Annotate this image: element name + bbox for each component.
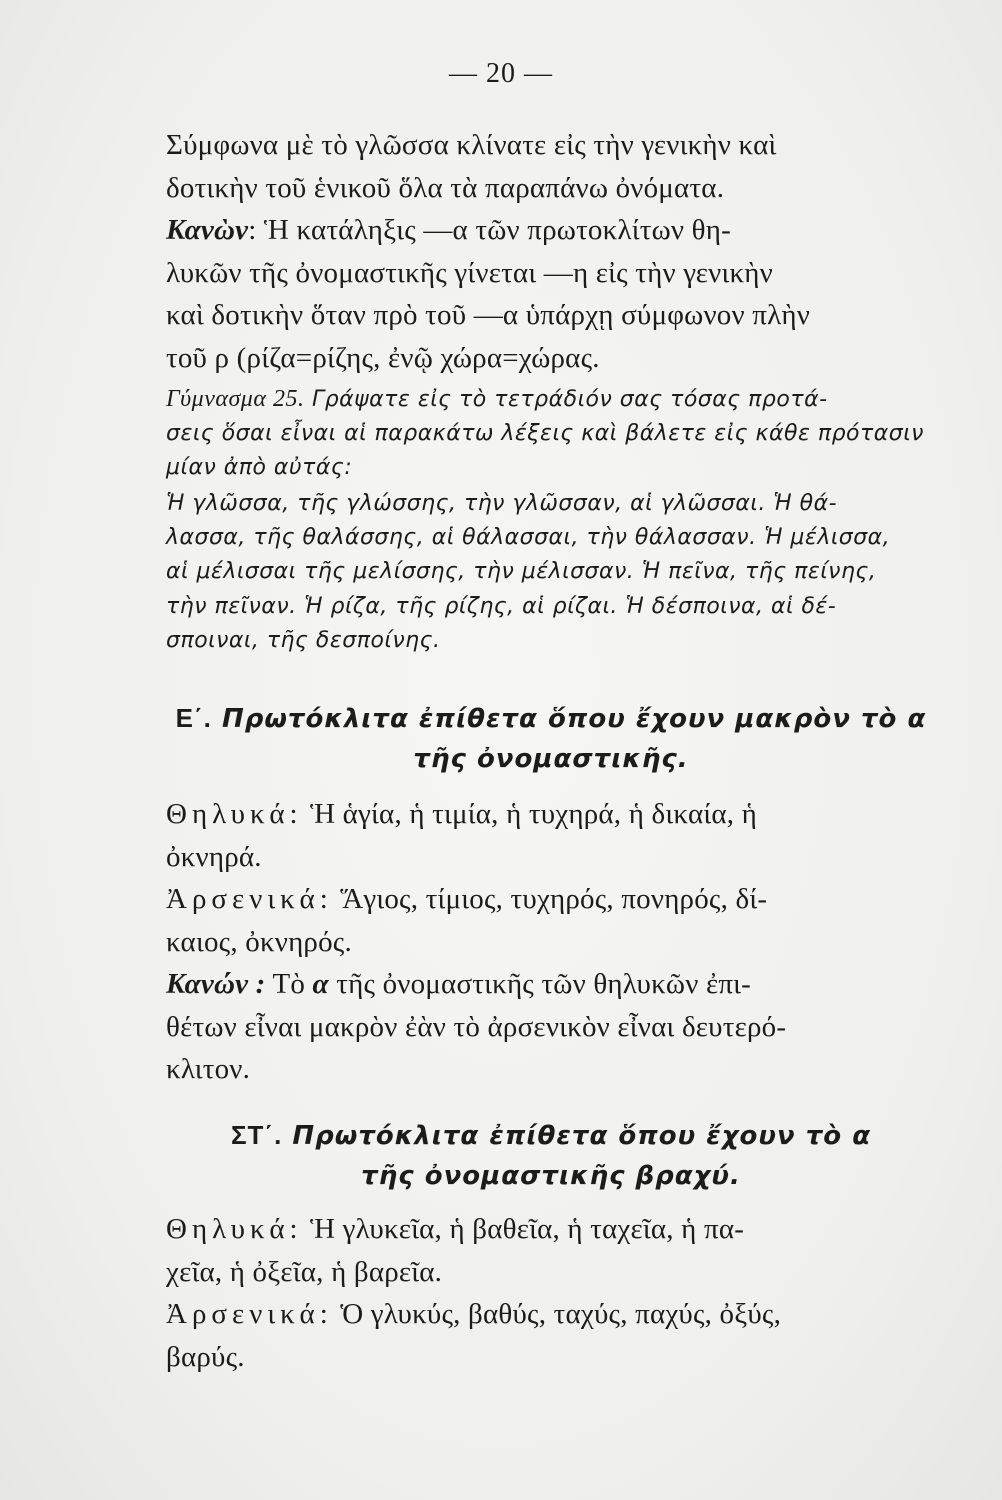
exercise-paragraph bbox=[166, 382, 948, 486]
section-st-title: Πρωτόκλιτα ἐπίθετα ὅπου ἔχουν τὸ α τῆς ὀνομαστικῆς βραχύ. bbox=[292, 1121, 872, 1191]
masculine-label: Ἀρσενικά: bbox=[166, 883, 333, 915]
feminine-label: Θηλυκά: bbox=[166, 1213, 303, 1245]
section-e-title: Πρωτόκλιτα ἐπίθετα ὅπου ἔχουν μακρὸν τὸ α τῆς ὀνομαστικῆς. bbox=[221, 704, 927, 774]
exercise-label: Γύμνασμα 25. bbox=[166, 386, 305, 412]
feminine-text: Ἡ γλυκεῖα, ἡ βαθεῖα, ἡ ταχεῖα, ἡ πα- χεῖα, ἡ ὀξεῖα, ἡ βαρεῖα. bbox=[166, 1213, 745, 1288]
section-st-masculine bbox=[166, 1293, 948, 1378]
intro-paragraph: Σύμφωνα μὲ τὸ γλῶσσα κλίνατε εἰς τὴν γενικὴν καὶ δοτικὴν τοῦ ἑνικοῦ ὅλα τὰ παραπάνω ὀνόματα. bbox=[166, 129, 777, 204]
masculine-text: Ὁ γλυκύς, βαθύς, ταχύς, παχύς, ὀξύς, βαρύς. bbox=[166, 1298, 782, 1373]
exercise-text: Γράψατε εἰς τὸ τετράδιόν σας τόσας προτά- σεις ὅσαι εἶναι αἱ παρακάτω λέξεις καὶ βάλετε εἰς κάθε πρότασιν μίαν ἀπὸ αὐτάς: bbox=[166, 387, 924, 481]
exercise-examples: Ἡ γλῶσσα, τῆς γλώσσης, τὴν γλῶσσαν, αἱ γλῶσσαι. Ἡ θά- λασσα, τῆς θαλάσσης, αἱ θάλασσαι, τὴν θάλασσαν. Ἡ μέλισσα, αἱ μέλισσαι τῆς μελίσσης, τὴν μέλισσαν. Ἡ πεῖνα, τῆς πείνης, τὴν πεῖναν. Ἡ ρίζα, τῆς ρίζης, αἱ ρίζαι. Ἡ δέσποινα, αἱ δέ- σποιναι, τῆς δεσποίνης. bbox=[166, 491, 891, 653]
masculine-label: Ἀρσενικά: bbox=[166, 1298, 333, 1330]
rule-label: Κανὼν bbox=[166, 214, 249, 246]
section-st-number: ΣΤ΄. bbox=[230, 1120, 283, 1150]
page-number: — 20 — bbox=[449, 58, 553, 89]
section-e-masculine bbox=[166, 878, 948, 963]
masculine-text: Ἅγιος, τίμιος, τυχηρός, πονηρός, δί- καιος, ὀκνηρός. bbox=[166, 883, 768, 958]
section-e-rule bbox=[166, 963, 948, 1091]
section-st-heading bbox=[150, 1115, 952, 1196]
rule-pre: Τὸ bbox=[265, 968, 313, 1000]
rule-alpha: α bbox=[312, 968, 329, 1000]
rule-paragraph bbox=[166, 209, 948, 379]
section-e-number: Ε΄. bbox=[175, 703, 212, 733]
section-e-feminine bbox=[166, 793, 948, 878]
feminine-text: Ἡ ἁγία, ἡ τιμία, ἡ τυχηρά, ἡ δικαία, ἡ ὀκνηρά. bbox=[166, 798, 757, 873]
section-e-heading bbox=[150, 698, 952, 779]
rule-text: τῆς ὀνομαστικῆς τῶν θηλυκῶν ἐπι- θέτων εἶναι μακρὸν ἐὰν τὸ ἀρσενικὸν εἶναι δευτερό- κλιτον. bbox=[166, 968, 787, 1085]
section-st-feminine bbox=[166, 1208, 948, 1293]
rule-label: Κανών : bbox=[166, 968, 266, 1000]
feminine-label: Θηλυκά: bbox=[166, 798, 303, 830]
rule-text: : Ἡ κατάληξις —α τῶν πρωτοκλίτων θη- λυκῶν τῆς ὀνομαστικῆς γίνεται —η εἰς τὴν γενικὴν καὶ δοτικὴν ὅταν πρὸ τοῦ —α ὑπάρχῃ σύμφωνον πλὴν τοῦ ρ (ρίζα=ρίζης, ἐνῷ χώρα=χώρας. bbox=[166, 214, 811, 374]
